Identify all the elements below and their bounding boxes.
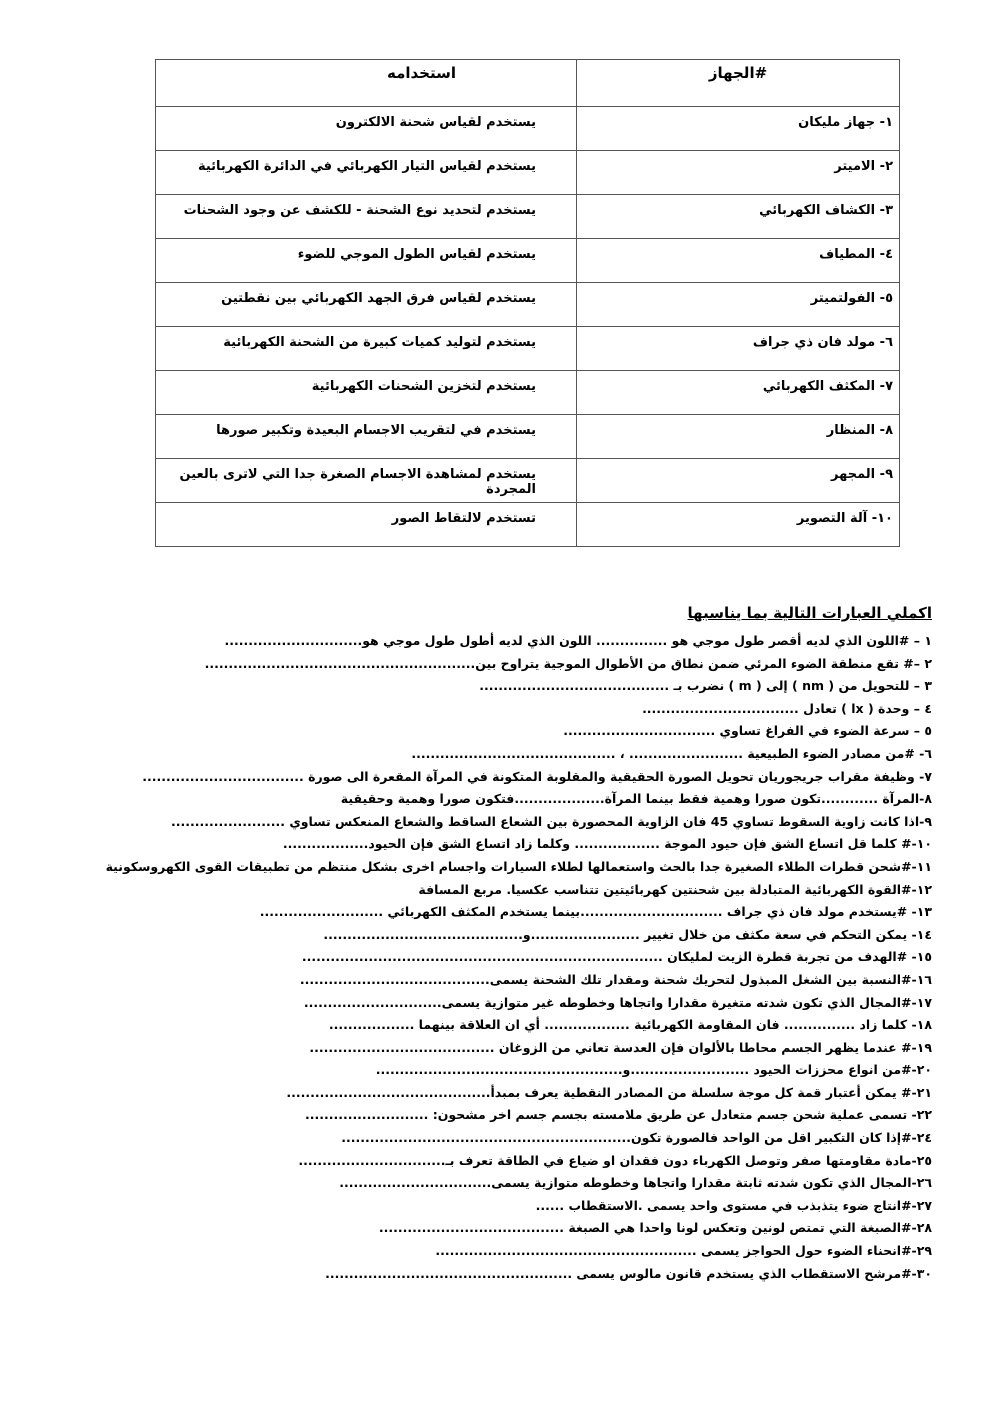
devices-table xyxy=(155,59,900,547)
list-item: ٢٠-#من انواع محززات الحيود .........................و.................................................... xyxy=(375,1062,932,1078)
list-item: ١٧-#المجال الذي تكون شدته متغيرة مقدارا واتجاها وخطوطه غير متوازية يسمى............................. xyxy=(303,994,932,1010)
use-cell: تستخدم لالتقاط الصور xyxy=(156,503,577,547)
list-item: ٤ – وحدة ( lx ) تعادل ................................. xyxy=(642,700,932,716)
list-item: ١٢-#القوة الكهربائية المتبادلة بين شحنتين كهربائيتين تتناسب عكسيا. مربع المسافة xyxy=(418,881,932,897)
list-item: ٧- وظيفة مقراب جريجوريان تحويل الصورة الحقيقية والمقلوبة المتكونة في المرآة المقعرة الى صورة .................................. xyxy=(142,768,932,784)
table-row xyxy=(156,283,900,327)
list-item: ٢٢- تسمى عملية شحن جسم متعادل عن طريق ملامسته بجسم جسم اخر مشحون: .......................... xyxy=(304,1107,932,1123)
header-device: #الجهاز xyxy=(577,60,900,107)
device-cell: ٦- مولد فان ذي جراف xyxy=(577,327,900,371)
use-cell: يستخدم لمشاهدة الاجسام الصغرة جدا التي لاترى بالعين المجردة xyxy=(156,459,577,503)
exercise-title: اكملي العبارات التالية بما يناسبها xyxy=(687,604,932,622)
list-item: ١٣- #يستخدم مولد فان ذي جراف ..............................بينما يستخدم المكثف الكهربائي .......................... xyxy=(259,904,932,920)
device-cell: ٢- الاميتر xyxy=(577,151,900,195)
list-item: ١٠-# كلما قل اتساع الشق فإن حيود الموجة .................. وكلما زاد اتساع الشق فإن الحيود.................. xyxy=(282,836,932,852)
table-header-row xyxy=(156,60,900,107)
device-cell: ١٠- آلة التصوير xyxy=(577,503,900,547)
table-row xyxy=(156,195,900,239)
list-item: ١٦-#النسبة بين الشغل المبذول لتحريك شحنة ومقدار تلك الشحنة يسمى........................................ xyxy=(299,971,932,987)
list-item: ٣٠-#مرشح الاستقطاب الذي يستخدم قانون مالوس يسمى .................................................... xyxy=(325,1265,932,1281)
list-item: ١١-#شحن قطرات الطلاء الصغيرة جدا بالحث واستعمالها لطلاء السيارات واجسام اخرى بشكل منتظم من تطبيقات القوى الكهروسكونية xyxy=(105,858,932,874)
list-item: ٦- #من مصادر الضوء الطبيعية ........................ ، ........................................... xyxy=(411,745,932,761)
use-cell: يستخدم لقياس شحنة الالكترون xyxy=(156,107,577,151)
list-item: ١٥- #الهدف من تجربة قطرة الزيت لمليكان ............................................................................ xyxy=(301,949,932,965)
list-item: ٣ – للتحويل من ( nm ) إلى ( m ) نضرب بـ ........................................ xyxy=(479,678,932,694)
table-row xyxy=(156,459,900,503)
list-item: ٢٤-#إذا كان التكبير اقل من الواحد فالصورة تكون............................................................. xyxy=(341,1130,932,1146)
use-cell: يستخدم لقياس الطول الموجي للضوء xyxy=(156,239,577,283)
list-item: ٩-اذا كانت زاوية السقوط تساوي 45 فان الزاوية المحصورة بين الشعاع الساقط والشعاع المنعكس تساوي ........................ xyxy=(171,813,932,829)
device-cell: ٩- المجهر xyxy=(577,459,900,503)
list-item: ٢٨-#الصبغة التي تمتص لونين وتعكس لونا واحدا هي الصبغة ....................................... xyxy=(378,1220,932,1236)
device-cell: ٥- الفولتميتر xyxy=(577,283,900,327)
list-item: ٢٧-#انتاج ضوء يتذبذب في مستوى واحد يسمى .الاستقطاب ...... xyxy=(535,1197,932,1213)
use-cell: يستخدم لتخزين الشحنات الكهربائية xyxy=(156,371,577,415)
header-use: استخدامه xyxy=(156,60,577,107)
list-item: ١٤- يمكن التحكم في سعة مكثف من خلال تغيير .......................و.......................................... xyxy=(323,926,932,942)
table-row xyxy=(156,327,900,371)
use-cell: يستخدم لتوليد كميات كبيرة من الشحنة الكهربائية xyxy=(156,327,577,371)
table-row xyxy=(156,415,900,459)
table-row xyxy=(156,371,900,415)
device-cell: ٨- المنظار xyxy=(577,415,900,459)
device-cell: ٤- المطياف xyxy=(577,239,900,283)
list-item: ٥ – سرعة الضوء في الفراغ تساوي ................................ xyxy=(563,723,932,739)
list-item: ٢٦-المجال الذي تكون شدته ثابتة مقدارا واتجاها وخطوطه متوازية يسمى................................ xyxy=(339,1175,932,1191)
list-item: ١٨- كلما زاد ............... فان المقاومة الكهربائية .................. أي ان العلاقة بينهما .................. xyxy=(328,1017,932,1033)
list-item: ٢٥-مادة مقاومتها صفر وتوصل الكهرباء دون فقدان او ضياع في الطاقة تعرف بـ............................... xyxy=(298,1152,932,1168)
list-item: ١ – #اللون الذي لديه أقصر طول موجي هو ............... اللون الذي لديه أطول طول موجي هو............................. xyxy=(224,633,932,648)
device-cell: ١- جهاز مليكان xyxy=(577,107,900,151)
use-cell: يستخدم في لتقريب الاجسام البعيدة وتكبير صورها xyxy=(156,415,577,459)
device-cell: ٣- الكشاف الكهربائي xyxy=(577,195,900,239)
table-row xyxy=(156,503,900,547)
list-item: ٨-المرآة ............تكون صورا وهمية فقط بينما المرآة...................فتكون صورا وهمية وحقيقية xyxy=(340,791,932,807)
list-item: ٢٩-#انحناء الضوء حول الحواجز يسمى ....................................................... xyxy=(435,1243,932,1259)
use-cell: يستخدم لقياس التيار الكهربائي في الدائرة الكهربائية xyxy=(156,151,577,195)
table-row xyxy=(156,151,900,195)
table-row xyxy=(156,239,900,283)
list-item: ٢١-# يمكن أعتبار قمة كل موجة سلسلة من المصادر النقطية يعرف بمبدأ........................................... xyxy=(286,1084,932,1100)
use-cell: يستخدم لقياس فرق الجهد الكهربائي بين نقطتين xyxy=(156,283,577,327)
list-item: ١٩-# عندما يظهر الجسم محاطا بالألوان فإن العدسة تعاني من الزوغان ....................................... xyxy=(309,1039,932,1055)
table-row xyxy=(156,107,900,151)
use-cell: يستخدم لتحديد نوع الشحنة - للكشف عن وجود الشحنات xyxy=(156,195,577,239)
device-cell: ٧- المكثف الكهربائي xyxy=(577,371,900,415)
list-item: ٢ –# تقع منطقة الضوء المرئي ضمن نطاق من الأطوال الموجية يتراوح بين......................................................... xyxy=(204,655,932,671)
exercise-list xyxy=(60,630,932,1285)
